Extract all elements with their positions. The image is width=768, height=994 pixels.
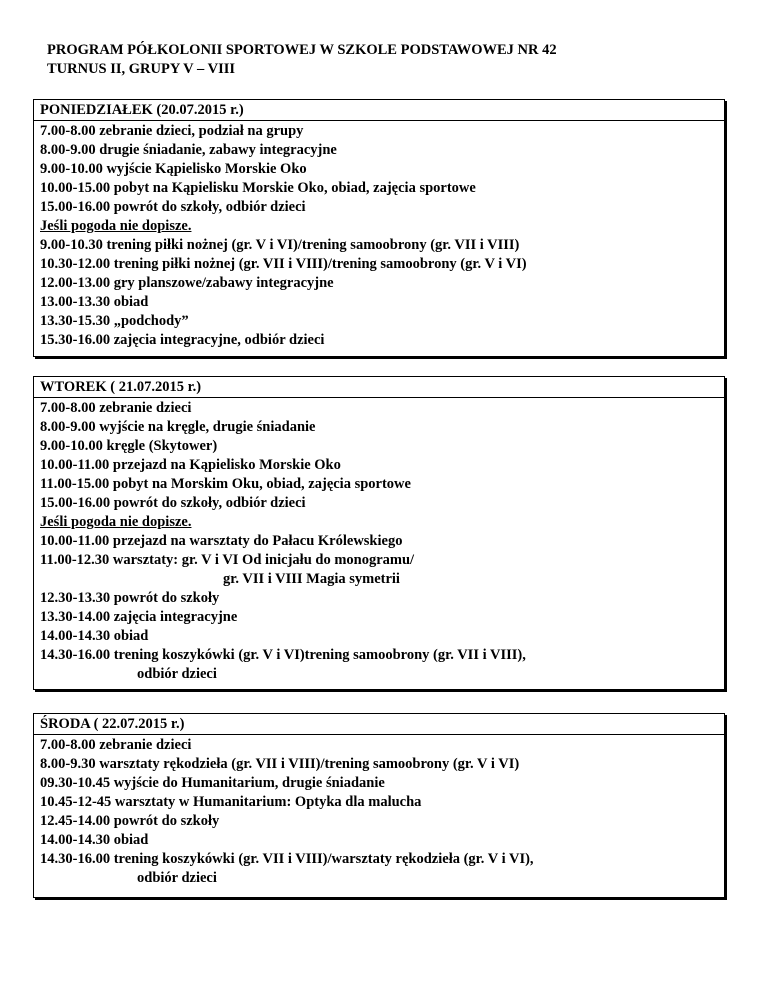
schedule-line: 10.00-11.00 przejazd na warsztaty do Pałacu Królewskiego [40,533,403,549]
schedule-line: 7.00-8.00 zebranie dzieci [40,400,192,416]
schedule-line: 14.00-14.30 obiad [40,832,149,848]
schedule-line: 8.00-9.00 wyjście na kręgle, drugie śniadanie [40,419,316,435]
schedule-line: 7.00-8.00 zebranie dzieci, podział na grupy [40,123,304,139]
schedule-line-continuation: odbiór dzieci [137,870,217,886]
day-schedule-wednesday [34,735,724,891]
schedule-line: 15.00-16.00 powrót do szkoły, odbiór dzieci [40,199,306,215]
schedule-line: 13.00-13.30 obiad [40,294,149,310]
schedule-line: 12.30-13.30 powrót do szkoły [40,590,220,606]
day-box-wednesday [33,713,725,898]
title-line-1: PROGRAM PÓŁKOLONII SPORTOWEJ W SZKOLE PODSTAWOWEJ NR 42 [47,42,557,58]
bad-weather-heading: Jeśli pogoda nie dopisze. [40,514,192,530]
schedule-line: 09.30-10.45 wyjście do Humanitarium, drugie śniadanie [40,775,385,791]
schedule-line: 14.00-14.30 obiad [40,628,149,644]
schedule-line: 8.00-9.00 drugie śniadanie, zabawy integracyjne [40,142,337,158]
schedule-line: 9.00-10.00 kręgle (Skytower) [40,438,218,454]
schedule-line: 15.30-16.00 zajęcia integracyjne, odbiór dzieci [40,332,325,348]
schedule-line: 7.00-8.00 zebranie dzieci [40,737,192,753]
bad-weather-heading: Jeśli pogoda nie dopisze. [40,218,192,234]
schedule-line-continuation: gr. VII i VIII Magia symetrii [223,571,400,587]
schedule-line: 9.00-10.00 wyjście Kąpielisko Morskie Oko [40,161,307,177]
schedule-line: 15.00-16.00 powrót do szkoły, odbiór dzieci [40,495,306,511]
day-schedule-monday [34,121,724,353]
schedule-line: 12.00-13.00 gry planszowe/zabawy integracyjne [40,275,334,291]
day-header-monday: PONIEDZIAŁEK (20.07.2015 r.) [34,100,724,121]
schedule-line: 14.30-16.00 trening koszykówki (gr. VII i VIII)/warsztaty rękodzieła (gr. V i VI), [40,851,534,867]
schedule-line-continuation: odbiór dzieci [137,666,217,682]
schedule-line: 10.00-15.00 pobyt na Kąpielisku Morskie Oko, obiad, zajęcia sportowe [40,180,476,196]
title-line-2: TURNUS II, GRUPY V – VIII [47,61,236,77]
schedule-line: 14.30-16.00 trening koszykówki (gr. V i VI)trening samoobrony (gr. VII i VIII), [40,647,526,663]
schedule-line: 12.45-14.00 powrót do szkoły [40,813,220,829]
day-box-monday [33,99,725,357]
schedule-line: 10.00-11.00 przejazd na Kąpielisko Morskie Oko [40,457,341,473]
schedule-line: 11.00-12.30 warsztaty: gr. V i VI Od inicjału do monogramu/ [40,552,415,568]
schedule-line: 8.00-9.30 warsztaty rękodzieła (gr. VII i VIII)/trening samoobrony (gr. V i VI) [40,756,520,772]
document-title [47,41,557,79]
day-schedule-tuesday [34,398,724,687]
schedule-line: 9.00-10.30 trening piłki nożnej (gr. V i VI)/trening samoobrony (gr. VII i VIII) [40,237,520,253]
schedule-line: 10.45-12-45 warsztaty w Humanitarium: Optyka dla malucha [40,794,422,810]
day-box-tuesday [33,376,725,690]
schedule-line: 11.00-15.00 pobyt na Morskim Oku, obiad, zajęcia sportowe [40,476,411,492]
day-header-tuesday: WTOREK ( 21.07.2015 r.) [34,377,724,398]
schedule-line: 13.30-15.30 „podchody” [40,313,189,329]
day-header-wednesday: ŚRODA ( 22.07.2015 r.) [34,714,724,735]
schedule-line: 10.30-12.00 trening piłki nożnej (gr. VII i VIII)/trening samoobrony (gr. V i VI) [40,256,527,272]
schedule-line: 13.30-14.00 zajęcia integracyjne [40,609,238,625]
